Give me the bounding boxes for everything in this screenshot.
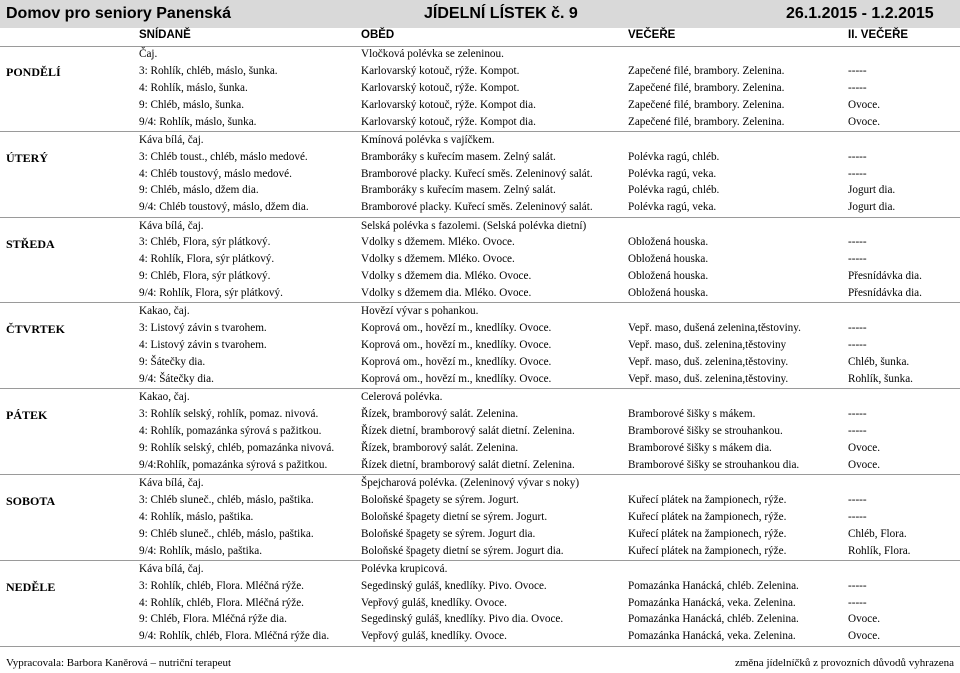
cell-lunch: Řízek, bramborový salát. Zelenina. [361,408,519,421]
column-header-breakfast: SNÍDANĚ [139,29,191,41]
table-row [0,218,960,235]
cell-breakfast: 3: Chléb toust., chléb, máslo medové. [139,150,308,163]
day-name: ČTVRTEK [6,322,65,337]
facility-name: Domov pro seniory Panenská [6,5,231,22]
column-header-dinner: VEČEŘE [628,29,676,41]
cell-dinner: Pomazánka Hanácká, veka. Zelenina. [628,596,796,609]
column-header-lunch: OBĚD [361,29,395,41]
cell-second-dinner: ----- [848,236,867,249]
day-name: NEDĚLE [6,579,56,594]
table-row [0,97,960,114]
cell-breakfast: 9/4: Chléb toustový, máslo, džem dia. [139,201,309,214]
date-range: 26.1.2015 - 1.2.2015 [786,5,934,22]
table-row [0,543,960,560]
menu-table [0,46,960,647]
cell-dinner: Bramborové šišky s mákem dia. [628,441,772,454]
cell-lunch: Vdolky s džemem. Mléko. Ovoce. [361,236,515,249]
day-block [0,475,960,560]
cell-dinner: Zapečené filé, brambory. Zelenina. [628,64,785,77]
cell-lunch: Koprová om., hovězí m., knedlíky. Ovoce. [361,356,552,369]
table-row [0,199,960,216]
table-row [0,578,960,595]
cell-dinner: Zapečené filé, brambory. Zelenina. [628,81,785,94]
table-row [0,509,960,526]
cell-lunch: Řízek dietní, bramborový salát dietní. Zelenina. [361,458,575,471]
cell-lunch: Kmínová polévka s vajíčkem. [361,133,495,146]
cell-lunch: Karlovarský kotouč, rýže. Kompot. [361,64,520,77]
cell-breakfast: 4: Rohlík, chléb, Flora. Mléčná rýže. [139,596,304,609]
cell-lunch: Segedinský guláš, knedlíky. Pivo dia. Ovoce. [361,613,564,626]
cell-lunch: Boloňské špagety dietní se sýrem. Jogurt dia. [361,544,564,557]
cell-second-dinner: ----- [848,339,867,352]
cell-dinner: Polévka ragú, chléb. [628,184,720,197]
cell-second-dinner: Ovoce. [848,630,880,643]
cell-breakfast: 9: Chléb sluneč., chléb, máslo, paštika. [139,527,314,540]
cell-breakfast: 9/4: Rohlík, Flora, sýr plátkový. [139,287,283,300]
cell-second-dinner: Přesnídávka dia. [848,270,922,283]
table-row [0,595,960,612]
cell-dinner: Kuřecí plátek na žampionech, rýže. [628,544,787,557]
table-row [0,389,960,406]
cell-breakfast: Čaj. [139,48,158,60]
cell-second-dinner: ----- [848,424,867,437]
cell-second-dinner: ----- [848,150,867,163]
day-block [0,389,960,474]
cell-second-dinner: Rohlík, šunka. [848,372,913,385]
cell-lunch: Vločková polévka se zeleninou. [361,48,504,60]
table-row [0,423,960,440]
cell-dinner: Pomazánka Hanácká, chléb. Zelenina. [628,613,799,626]
cell-lunch: Vdolky s džemem dia. Mléko. Ovoce. [361,287,532,300]
table-row [0,440,960,457]
table-row [0,320,960,337]
header-bar [0,0,960,28]
cell-breakfast: 3: Rohlík, chléb, máslo, šunka. [139,64,278,77]
cell-lunch: Vdolky s džemem. Mléko. Ovoce. [361,253,515,266]
table-row [0,46,960,63]
cell-second-dinner: ----- [848,64,867,77]
cell-breakfast: Káva bílá, čaj. [139,562,204,575]
table-row [0,303,960,320]
table-row [0,114,960,131]
cell-second-dinner: Jogurt dia. [848,201,896,214]
cell-breakfast: 4: Rohlík, Flora, sýr plátkový. [139,253,275,266]
cell-breakfast: 4: Chléb toustový, máslo medové. [139,167,292,180]
table-row [0,561,960,578]
cell-breakfast: 3: Chléb sluneč., chléb, máslo, paštika. [139,493,314,506]
day-block [0,132,960,217]
cell-lunch: Hovězí vývar s pohankou. [361,305,479,318]
day-name: PÁTEK [6,408,48,423]
table-row [0,234,960,251]
cell-dinner: Vepř. maso, dušená zelenina,těstoviny. [628,322,801,335]
cell-breakfast: 4: Rohlík, máslo, šunka. [139,81,248,94]
table-row [0,268,960,285]
cell-breakfast: 9: Chléb, máslo, šunka. [139,98,245,111]
cell-dinner: Bramborové šišky s mákem. [628,408,756,421]
day-block [0,46,960,131]
cell-lunch: Vepřový guláš, knedlíky. Ovoce. [361,630,507,643]
cell-second-dinner: Ovoce. [848,115,880,128]
cell-breakfast: 3: Rohlík, chléb, Flora. Mléčná rýže. [139,579,304,592]
cell-dinner: Polévka ragú, veka. [628,201,717,214]
table-row [0,492,960,509]
table-row [0,251,960,268]
day-name: SOBOTA [6,493,56,508]
table-row [0,628,960,645]
cell-breakfast: 9: Chléb, máslo, džem dia. [139,184,259,197]
cell-dinner: Vepř. maso, duš. zelenina,těstoviny [628,339,787,352]
cell-dinner: Obložená houska. [628,287,709,300]
cell-breakfast: 9/4:Rohlík, pomazánka sýrová s pažitkou. [139,458,328,471]
table-row [0,166,960,183]
cell-second-dinner: ----- [848,579,867,592]
cell-breakfast: Kakao, čaj. [139,305,190,318]
table-row [0,285,960,302]
day-name: PONDĚLÍ [6,65,61,79]
cell-lunch: Karlovarský kotouč, rýže. Kompot dia. [361,98,536,111]
cell-second-dinner: Ovoce. [848,441,880,454]
cell-second-dinner: ----- [848,81,867,94]
day-name: ÚTERÝ [6,150,49,165]
cell-dinner: Bramborové šišky se strouhankou dia. [628,458,800,471]
cell-breakfast: 9: Chléb, Flora. Mléčná rýže dia. [139,613,287,626]
cell-lunch: Řízek, bramborový salát. Zelenina. [361,441,519,454]
cell-breakfast: 9/4: Rohlík, máslo, šunka. [139,115,257,128]
day-block [0,303,960,388]
table-row [0,149,960,166]
cell-dinner: Pomazánka Hanácká, veka. Zelenina. [628,630,796,643]
table-row [0,337,960,354]
cell-dinner: Polévka ragú, veka. [628,167,717,180]
cell-breakfast: 4: Listový závin s tvarohem. [139,339,267,352]
cell-breakfast: 4: Rohlík, máslo, paštika. [139,510,254,523]
table-row [0,354,960,371]
cell-lunch: Karlovarský kotouč, rýže. Kompot. [361,81,520,94]
column-header-second-dinner: II. VEČEŘE [848,29,909,41]
cell-breakfast: 9: Šátečky dia. [139,356,206,369]
cell-breakfast: 9/4: Šátečky dia. [139,372,214,385]
cell-breakfast: 9: Rohlík selský, chléb, pomazánka nivová. [139,441,335,454]
cell-lunch: Koprová om., hovězí m., knedlíky. Ovoce. [361,372,552,385]
table-row [0,132,960,149]
cell-dinner: Kuřecí plátek na žampionech, rýže. [628,493,787,506]
cell-breakfast: 4: Rohlík, pomazánka sýrová s pažitkou. [139,424,322,437]
cell-second-dinner: ----- [848,322,867,335]
cell-second-dinner: Ovoce. [848,458,880,471]
cell-second-dinner: Ovoce. [848,98,880,111]
cell-lunch: Vepřový guláš, knedlíky. Ovoce. [361,596,507,609]
cell-dinner: Zapečené filé, brambory. Zelenina. [628,98,785,111]
cell-breakfast: 3: Listový závin s tvarohem. [139,322,267,335]
day-block [0,561,960,646]
cell-dinner: Vepř. maso, duš. zelenina,těstoviny. [628,356,789,369]
cell-breakfast: Kakao, čaj. [139,391,190,404]
cell-lunch: Selská polévka s fazolemi. (Selská polévka dietní) [361,219,587,232]
cell-second-dinner: ----- [848,253,867,266]
cell-lunch: Vdolky s džemem dia. Mléko. Ovoce. [361,270,532,283]
cell-breakfast: Káva bílá, čaj. [139,476,204,489]
cell-dinner: Pomazánka Hanácká, chléb. Zelenina. [628,579,799,592]
cell-second-dinner: Jogurt dia. [848,184,896,197]
table-row [0,63,960,80]
table-row [0,475,960,492]
cell-dinner: Kuřecí plátek na žampionech, rýže. [628,510,787,523]
cell-breakfast: Káva bílá, čaj. [139,133,204,146]
table-row [0,80,960,97]
cell-breakfast: Káva bílá, čaj. [139,219,204,232]
cell-lunch: Boloňské špagety se sýrem. Jogurt. [361,493,519,506]
cell-dinner: Bramborové šišky se strouhankou. [628,424,783,437]
cell-second-dinner: ----- [848,408,867,421]
table-row [0,406,960,423]
table-row [0,526,960,543]
cell-breakfast: 9/4: Rohlík, chléb, Flora. Mléčná rýže dia. [139,630,330,643]
cell-second-dinner: Přesnídávka dia. [848,287,922,300]
cell-lunch: Segedinský guláš, knedlíky. Pivo. Ovoce. [361,579,547,592]
divider [0,646,960,647]
table-row [0,611,960,628]
cell-dinner: Kuřecí plátek na žampionech, rýže. [628,527,787,540]
cell-lunch: Koprová om., hovězí m., knedlíky. Ovoce. [361,322,552,335]
table-row [0,457,960,474]
cell-lunch: Polévka krupicová. [361,562,448,575]
cell-second-dinner: ----- [848,167,867,180]
cell-dinner: Obložená houska. [628,253,709,266]
cell-dinner: Obložená houska. [628,270,709,283]
cell-dinner: Obložená houska. [628,236,709,249]
table-row [0,182,960,199]
cell-second-dinner: Chléb, Flora. [848,527,907,540]
day-name: STŘEDA [6,236,55,251]
cell-dinner: Vepř. maso, duš. zelenina,těstoviny. [628,372,789,385]
cell-lunch: Koprová om., hovězí m., knedlíky. Ovoce. [361,339,552,352]
cell-second-dinner: Rohlík, Flora. [848,544,911,557]
cell-dinner: Polévka ragú, chléb. [628,150,720,163]
cell-lunch: Celerová polévka. [361,391,443,404]
cell-lunch: Boloňské špagety dietní se sýrem. Jogurt. [361,510,548,523]
cell-lunch: Bramborové placky. Kuřecí směs. Zeleninový salát. [361,201,593,214]
cell-second-dinner: Ovoce. [848,613,880,626]
cell-lunch: Boloňské špagety se sýrem. Jogurt dia. [361,527,536,540]
day-block [0,218,960,303]
footer-author: Vypracovala: Barbora Kaněrová – nutriční terapeut [6,657,232,669]
cell-second-dinner: ----- [848,510,867,523]
cell-second-dinner: ----- [848,493,867,506]
footer-note: změna jídelníčků z provozních důvodů vyhrazena [734,657,954,669]
cell-lunch: Řízek dietní, bramborový salát dietní. Zelenina. [361,424,575,437]
cell-second-dinner: Chléb, šunka. [848,356,910,369]
menu-title: JÍDELNÍ LÍSTEK č. 9 [424,5,578,22]
cell-second-dinner: ----- [848,596,867,609]
cell-breakfast: 3: Chléb, Flora, sýr plátkový. [139,236,271,249]
cell-dinner: Zapečené filé, brambory. Zelenina. [628,115,785,128]
cell-lunch: Karlovarský kotouč, rýže. Kompot dia. [361,115,536,128]
table-row [0,371,960,388]
cell-lunch: Bramborové placky. Kuřecí směs. Zeleninový salát. [361,167,593,180]
cell-lunch: Bramboráky s kuřecím masem. Zelný salát. [361,150,556,163]
cell-breakfast: 9: Chléb, Flora, sýr plátkový. [139,270,271,283]
cell-breakfast: 9/4: Rohlík, máslo, paštika. [139,544,263,557]
cell-lunch: Špejcharová polévka. (Zeleninový vývar s noky) [361,476,580,489]
cell-lunch: Bramboráky s kuřecím masem. Zelný salát. [361,184,556,197]
column-headers [0,28,960,46]
cell-breakfast: 3: Rohlík selský, rohlík, pomaz. nivová. [139,408,319,421]
